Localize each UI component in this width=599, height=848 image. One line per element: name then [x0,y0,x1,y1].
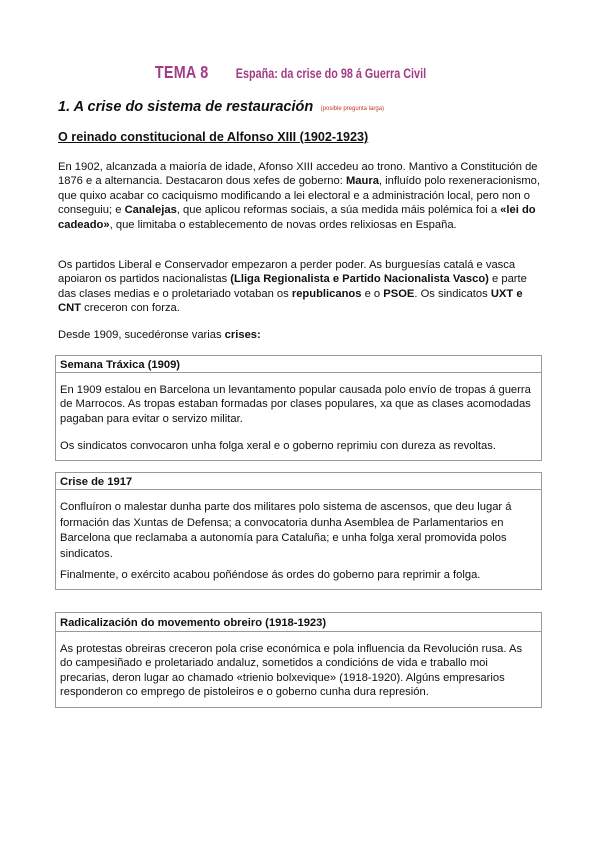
bold-canalejas: Canalejas [124,204,177,217]
subsection-title: O reinado constitucional de Alfonso XIII (1902-1923) [58,130,369,144]
section-heading [58,98,384,116]
box-title: Radicalización do movemento obreiro (1918-1923) [56,613,541,632]
section-title: 1. A crise do sistema de restauración [58,99,314,115]
box-crise-1917 [55,472,542,590]
tema-subtitle: España: da crise do 98 á Guerra Civil [236,66,427,81]
box-title: Crise de 1917 [56,473,541,490]
box-paragraph: As protestas obreiras creceron pola crise económica e pola influencia da Revolución rusa. As do campesiñado e proletariado andaluz, sometidos a condicións de vida e traballo moi precarias, deron lugar ao chamado «trienio bolxevique» (1918-1920). Algúns empresarios responderon co emprego de pistoleiros e o goberno cunha dura represión. [60,643,523,699]
bold-nacionalistas: (Lliga Regionalista e Partido Nacionalista Vasco) [230,273,489,286]
text-run: creceron con forza. [81,302,180,315]
box-paragraph: Os sindicatos convocaron unha folga xeral e o goberno reprimiu con dureza as revoltas. [60,440,496,453]
bold-crises: crises: [224,329,261,341]
bold-maura: Maura [345,175,379,188]
box-paragraph: Finalmente, o exército acabou poñéndose ás ordes do goberno para reprimir a folga. [60,569,481,581]
section-note: (posible pregunta larga) [320,106,385,112]
bold-sindicatos: UXT e CNT [58,287,523,315]
tema-label: TEMA 8 [154,62,209,82]
bold-psoe: PSOE [383,287,415,300]
text-run: , influído polo rexeneracionismo, que quixo acabar co caciquismo modificando a lei electoral e a administración local, pero non o conseguiu; e [58,175,540,217]
text-run: . Os sindicatos [414,287,491,300]
text-run: Desde 1909, sucedéronse varias [58,329,225,341]
box-radicalizacion [55,612,542,708]
paragraph-crises [58,328,542,342]
paragraph-reinado [58,160,542,232]
box-paragraph: Confluíron o malestar dunha parte dos militares polo sistema de ascensos, que deu lugar á formación das Xuntas de Defensa; a convocatoria dunha Asemblea de Parlamentarios en Barcelona que reclamaba a autonomía para Cataluña; e unha folga xeral promovida polos sindicatos. [60,501,512,560]
bold-republicanos: republicanos [291,287,362,300]
text-run: En 1902, alcanzada a maioría de idade, Afonso XIII accedeu ao trono. Mantivo a Constitución de 1876 e a alternancia. Destacaron dous xefes de goberno: [58,161,538,188]
bold-lei-cadeado: «lei do cadeado» [58,204,536,231]
document-title [0,62,599,83]
text-run: Os partidos Liberal e Conservador empezaron a perder poder. As burguesías catalá e vasca apoiaron os partidos nacionalistas [58,259,516,286]
box-paragraph: En 1909 estalou en Barcelona un levantamento popular causada polo envío de tropas á guerra de Marrocos. As tropas estaban formadas por clases populares, xa que as clases acomodadas pagaban para evitar o servizo militar. [60,384,531,425]
text-run: e o [361,287,384,300]
box-semana-traxica [55,355,542,461]
paragraph-partidos [58,258,542,316]
text-run: , que aplicou reformas sociais, a súa medida máis polémica foi a [176,204,501,217]
text-run: , que limitaba o establecemento de novas ordes relixiosas en España. [109,218,457,231]
box-title: Semana Tráxica (1909) [56,356,541,373]
text-run: e parte das clases medias e o proletariado votaban os [58,273,527,300]
